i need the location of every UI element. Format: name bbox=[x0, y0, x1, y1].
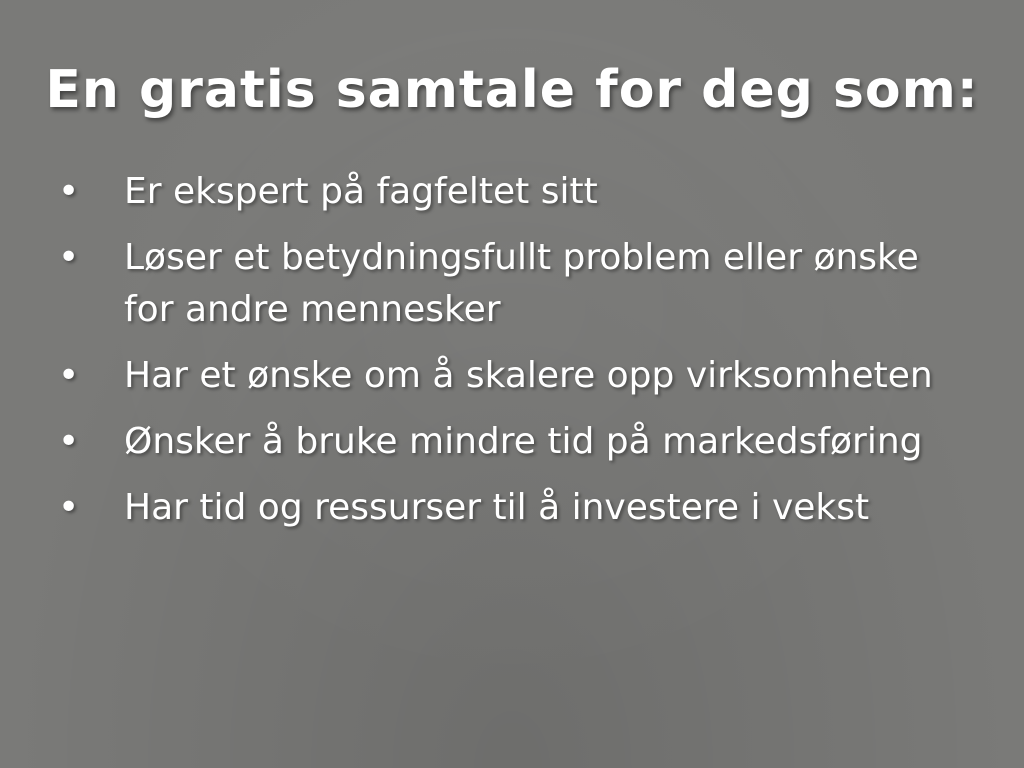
bullet-item bbox=[58, 232, 978, 336]
bullet-item bbox=[58, 482, 978, 534]
bullet-text: Løser et betydningsfullt problem eller ønske for andre mennesker bbox=[124, 237, 919, 330]
slide-title: En gratis samtale for deg som: bbox=[45, 60, 979, 120]
bullet-text: Har et ønske om å skalere opp virksomheten bbox=[124, 355, 933, 396]
bullet-item bbox=[58, 166, 978, 218]
bullet-item bbox=[58, 416, 978, 468]
bullet-text: Har tid og ressurser til å investere i vekst bbox=[124, 487, 870, 528]
bullet-icon: • bbox=[58, 355, 80, 396]
bullet-icon: • bbox=[58, 237, 80, 278]
bullet-text: Ønsker å bruke mindre tid på markedsføring bbox=[124, 421, 923, 462]
bullet-item bbox=[58, 350, 978, 402]
bullet-text: Er ekspert på fagfeltet sitt bbox=[124, 171, 598, 212]
bullet-list bbox=[58, 166, 978, 548]
bullet-icon: • bbox=[58, 171, 80, 212]
bullet-icon: • bbox=[58, 421, 80, 462]
bullet-icon: • bbox=[58, 487, 80, 528]
